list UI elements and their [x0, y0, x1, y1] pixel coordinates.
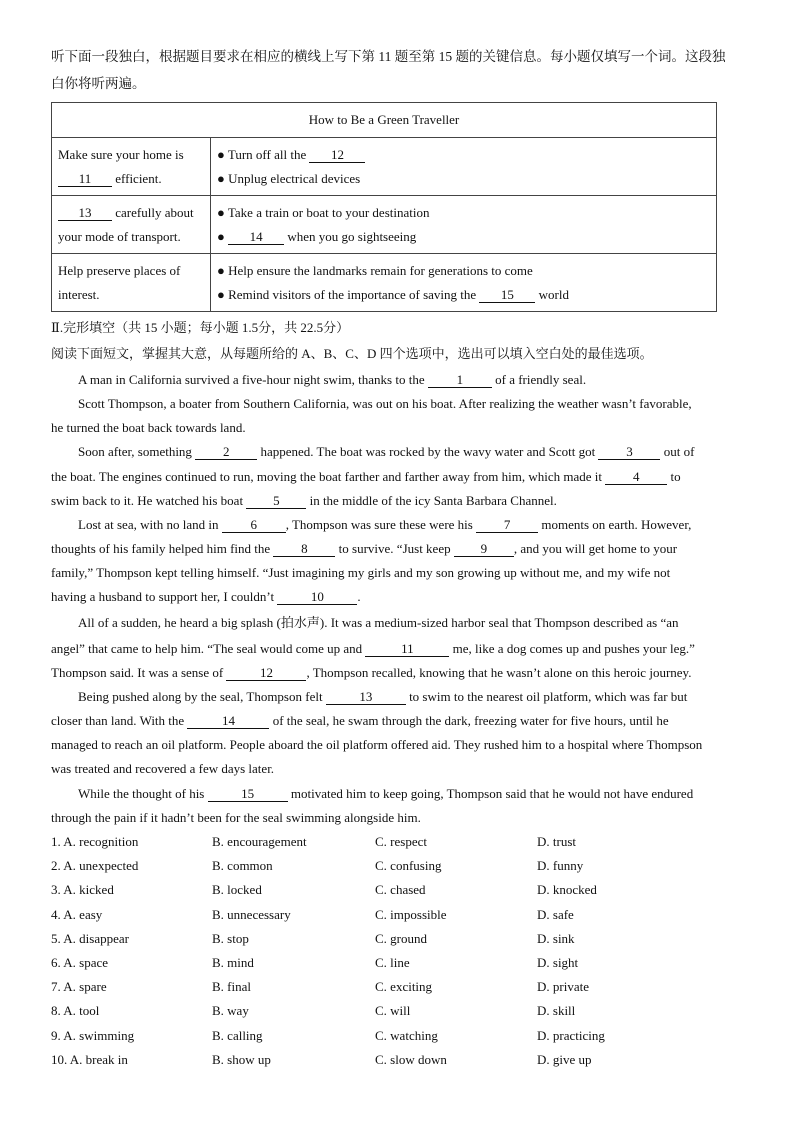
row3-bullet2-text: ● Remind visitors of the importance of saving the [217, 286, 477, 302]
cloze-blank-8[interactable]: 8 [273, 542, 335, 557]
passage-text: out of [663, 444, 695, 459]
option-9-a[interactable]: 9. A. swimming [51, 1028, 135, 1043]
passage-line [78, 372, 586, 388]
option-8-a[interactable]: 8. A. tool [51, 1003, 100, 1018]
passage-text: Being pushed along by the seal, Thompson felt [78, 689, 323, 704]
passage-text: of a friendly seal. [495, 372, 587, 387]
cloze-blank-2[interactable]: 2 [195, 445, 257, 460]
row3-left-line2: interest. [58, 286, 100, 302]
passage-text: moments on earth. However, [541, 517, 692, 532]
passage-line: managed to reach an oil platform. People aboard the oil platform offered aid. They rushed him to a hospital where Thompson [51, 737, 703, 752]
passage-line [51, 713, 669, 729]
cloze-blank-13[interactable]: 13 [326, 690, 406, 705]
option-8-b[interactable]: B. way [212, 1003, 249, 1018]
option-3-b[interactable]: B. locked [212, 882, 262, 897]
passage-text: to survive. “Just keep [338, 541, 451, 556]
passage-text: Thompson said. It was a sense of [51, 665, 224, 680]
passage-text: angel” that came to help him. “The seal would come up and [51, 641, 363, 656]
passage-line [78, 444, 694, 460]
option-5-c[interactable]: C. ground [375, 931, 427, 946]
row1-left-line2 [58, 167, 204, 191]
cloze-blank-1[interactable]: 1 [428, 373, 492, 388]
passage-text: , and you will get home to your [513, 541, 678, 556]
option-7-b[interactable]: B. final [212, 979, 251, 994]
passage-line: family,” Thompson kept telling himself. “Just imagining my girls and my son growing up without me, and my wife not [51, 565, 671, 580]
cloze-blank-10[interactable]: 10 [277, 590, 357, 605]
option-3-c[interactable]: C. chased [375, 882, 426, 897]
option-8-d[interactable]: D. skill [537, 1003, 576, 1018]
row2-bullet2 [217, 225, 710, 249]
option-10-a[interactable]: 10. A. break in [51, 1052, 128, 1067]
passage-line [51, 665, 691, 681]
passage-line: through the pain if it hadn’t been for the seal swimming alongside him. [51, 810, 421, 825]
option-5-d[interactable]: D. sink [537, 931, 575, 946]
option-7-a[interactable]: 7. A. spare [51, 979, 107, 994]
row2-bullet2-text: when you go sightseeing [287, 228, 417, 244]
passage-text: to swim to the nearest oil platform, which was far but [409, 689, 688, 704]
row3-bullet1: ● Help ensure the landmarks remain for generations to come [217, 262, 533, 278]
section2-heading: Ⅱ.完形填空（共 15 小题；每小题 1.5分，共 22.5分） [51, 320, 350, 335]
passage-text: in the middle of the icy Santa Barbara Channel. [309, 493, 557, 508]
option-2-a[interactable]: 2. A. unexpected [51, 858, 139, 873]
option-6-c[interactable]: C. line [375, 955, 410, 970]
row1-left-line1: Make sure your home is [58, 146, 184, 162]
passage-text: A man in California survived a five-hour night swim, thanks to the [78, 372, 425, 387]
passage-line [51, 541, 677, 557]
row1-left-text: efficient. [115, 170, 162, 186]
listening-instruction-line2: 白你将听两遍。 [51, 76, 146, 91]
passage-line: Scott Thompson, a boater from Southern California, was out on his boat. After realizing the weather wasn’t favorable, [78, 396, 692, 411]
option-1-d[interactable]: D. trust [537, 834, 576, 849]
passage-text: happened. The boat was rocked by the wavy water and Scott got [260, 444, 596, 459]
option-2-b[interactable]: B. common [212, 858, 273, 873]
passage-text: thoughts of his family helped him find the [51, 541, 271, 556]
blank-14[interactable]: 14 [228, 230, 284, 245]
passage-text: of the seal, he swam through the dark, freezing water for five hours, until he [272, 713, 669, 728]
row1-bullet1-text: ● Turn off all the [217, 146, 307, 162]
passage-line [78, 517, 691, 533]
option-5-b[interactable]: B. stop [212, 931, 249, 946]
section2-instruction: 阅读下面短文，掌握其大意，从每题所给的 A、B、C、D 四个选项中，选出可以填入空白处的最佳选项。 [51, 346, 653, 361]
row2-left-line1 [58, 201, 204, 225]
passage-text: to [670, 469, 681, 484]
option-3-d[interactable]: D. knocked [537, 882, 597, 897]
row2-left-line2: your mode of transport. [58, 228, 181, 244]
option-2-c[interactable]: C. confusing [375, 858, 442, 873]
passage-text: While the thought of his [78, 786, 205, 801]
passage-text: . [357, 589, 361, 604]
option-10-c[interactable]: C. slow down [375, 1052, 447, 1067]
row3-left-line1: Help preserve places of [58, 262, 181, 278]
passage-line: All of a sudden, he heard a big splash (拍水声). It was a medium-sized harbor seal that Thompson described as “an [78, 615, 679, 630]
row2-bullet2-dot: ● [217, 228, 225, 244]
row1-bullet1 [217, 143, 710, 167]
passage-line [51, 589, 361, 605]
cloze-blank-14[interactable]: 14 [187, 714, 269, 729]
option-4-d[interactable]: D. safe [537, 907, 574, 922]
passage-text: Lost at sea, with no land in [78, 517, 219, 532]
row3-bullet2 [217, 283, 710, 307]
option-1-a[interactable]: 1. A. recognition [51, 834, 139, 849]
option-2-d[interactable]: D. funny [537, 858, 584, 873]
blank-12[interactable]: 12 [309, 148, 365, 163]
passage-line [78, 689, 687, 705]
option-6-d[interactable]: D. sight [537, 955, 579, 970]
passage-text: having a husband to support her, I couldn’t [51, 589, 275, 604]
blank-11[interactable]: 11 [58, 172, 112, 187]
cloze-blank-15[interactable]: 15 [208, 787, 288, 802]
cloze-blank-11[interactable]: 11 [365, 642, 449, 657]
cloze-blank-7[interactable]: 7 [476, 518, 538, 533]
passage-line [78, 786, 693, 802]
cloze-blank-6[interactable]: 6 [222, 518, 286, 533]
option-7-c[interactable]: C. exciting [375, 979, 433, 994]
option-5-a[interactable]: 5. A. disappear [51, 931, 129, 946]
passage-line [51, 469, 681, 485]
option-1-b[interactable]: B. encouragement [212, 834, 307, 849]
passage-line: was treated and recovered a few days later. [51, 761, 275, 776]
passage-text: , Thompson recalled, knowing that he wasn’t alone on this heroic journey. [306, 665, 692, 680]
passage-text: closer than land. With the [51, 713, 185, 728]
passage-text: me, like a dog comes up and pushes your leg.” [452, 641, 695, 656]
green-traveller-table [51, 102, 717, 312]
passage-line [51, 493, 557, 509]
option-9-b[interactable]: B. calling [212, 1028, 263, 1043]
option-1-c[interactable]: C. respect [375, 834, 427, 849]
passage-text: Soon after, something [78, 444, 192, 459]
passage-line: he turned the boat back towards land. [51, 420, 246, 435]
passage-text: motivated him to keep going, Thompson said that he would not have endured [290, 786, 694, 801]
passage-text: swim back to it. He watched his boat [51, 493, 244, 508]
option-4-b[interactable]: B. unnecessary [212, 907, 291, 922]
table-title: How to Be a Green Traveller [52, 103, 717, 138]
passage-text: the boat. The engines continued to run, moving the boat farther and farther away from him, which made it [51, 469, 603, 484]
cloze-blank-3[interactable]: 3 [598, 445, 660, 460]
cloze-blank-12[interactable]: 12 [226, 666, 306, 681]
option-9-c[interactable]: C. watching [375, 1028, 438, 1043]
option-10-b[interactable]: B. show up [212, 1052, 271, 1067]
option-8-c[interactable]: C. will [375, 1003, 411, 1018]
option-6-b[interactable]: B. mind [212, 955, 254, 970]
table-row [52, 138, 717, 196]
listening-instruction-line1: 听下面一段独白，根据题目要求在相应的横线上写下第 11 题至第 15 题的关键信息。每小题仅填写一个词。这段独 [51, 49, 726, 64]
option-3-a[interactable]: 3. A. kicked [51, 882, 114, 897]
blank-15-listening[interactable]: 15 [479, 288, 535, 303]
cloze-blank-4[interactable]: 4 [605, 470, 667, 485]
option-10-d[interactable]: D. give up [537, 1052, 592, 1067]
table-row [52, 254, 717, 312]
option-7-d[interactable]: D. private [537, 979, 589, 994]
row3-bullet2-end: world [538, 286, 569, 302]
option-4-c[interactable]: C. impossible [375, 907, 447, 922]
passage-text: , Thompson was sure these were his [285, 517, 473, 532]
cloze-blank-9[interactable]: 9 [454, 542, 514, 557]
row1-bullet2: ● Unplug electrical devices [217, 170, 361, 186]
table-row [52, 196, 717, 254]
cloze-blank-5[interactable]: 5 [246, 494, 306, 509]
blank-13[interactable]: 13 [58, 206, 112, 221]
row2-left-text: carefully about [115, 204, 194, 220]
option-9-d[interactable]: D. practicing [537, 1028, 605, 1043]
passage-line [51, 641, 695, 657]
row2-bullet1: ● Take a train or boat to your destination [217, 204, 430, 220]
option-4-a[interactable]: 4. A. easy [51, 907, 103, 922]
option-6-a[interactable]: 6. A. space [51, 955, 109, 970]
